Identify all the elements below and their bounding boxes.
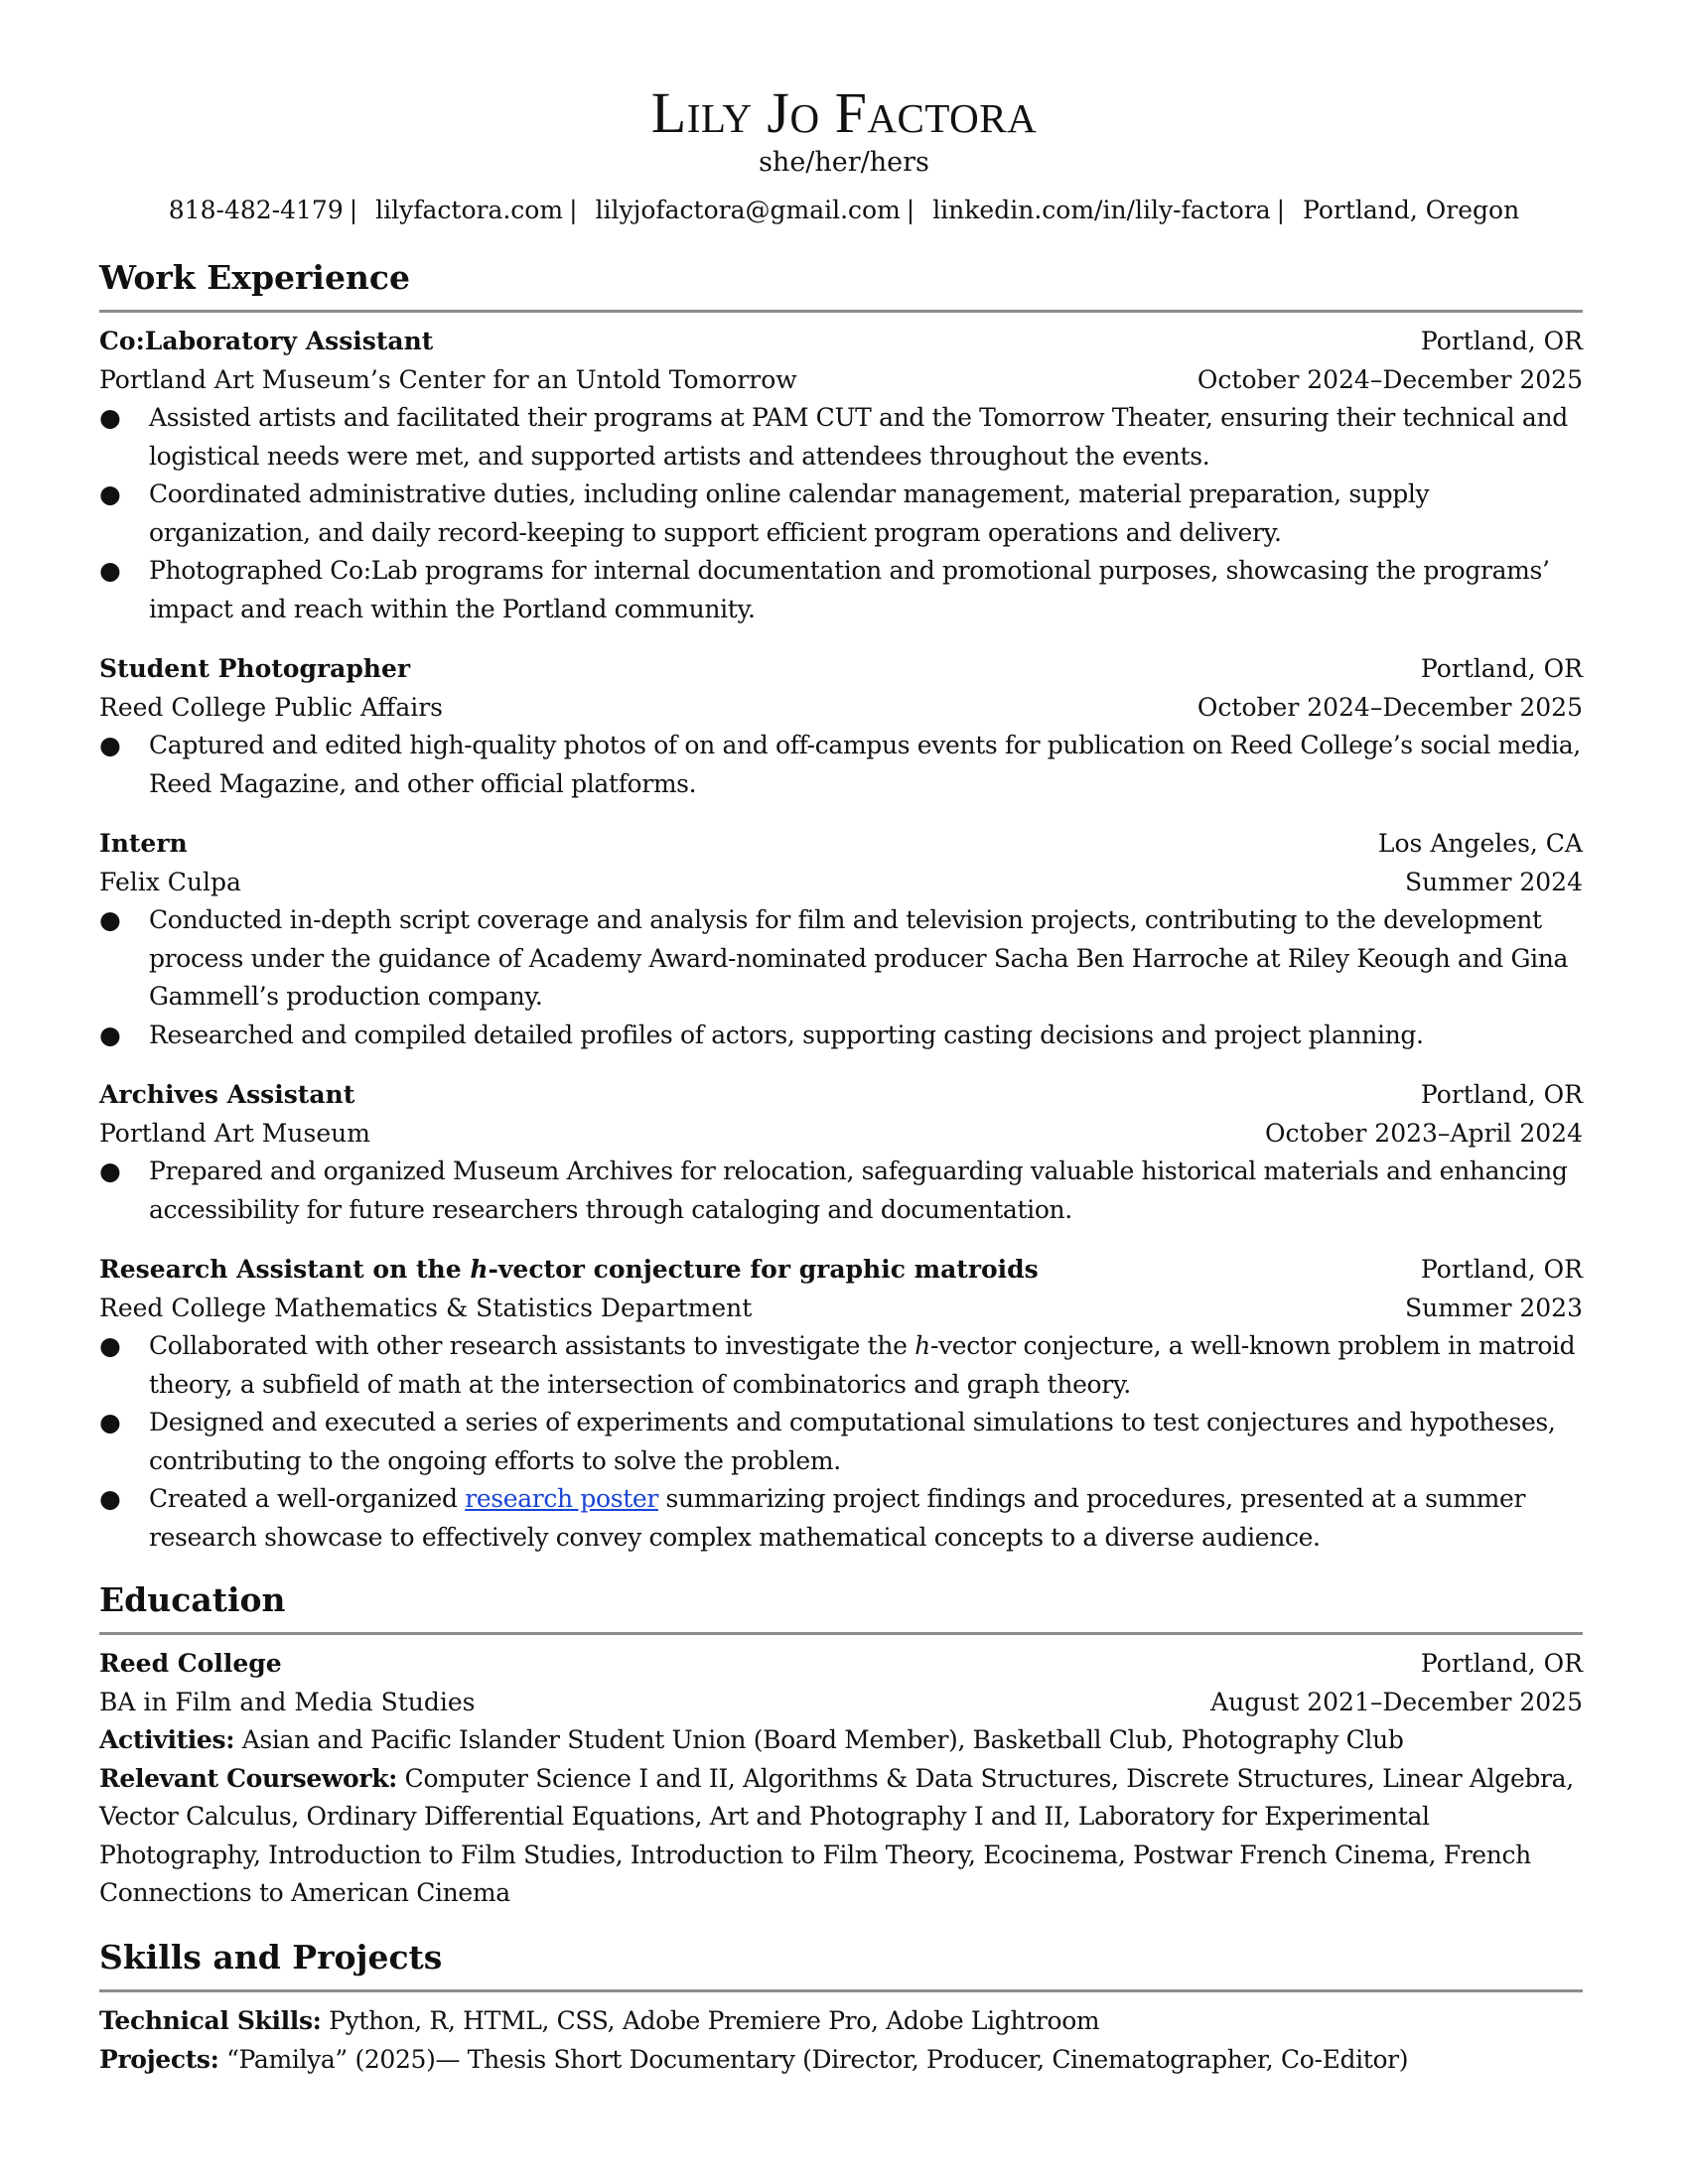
job-org: Portland Art Museum xyxy=(99,1118,370,1148)
coursework: Relevant Coursework: Computer Science I and II, Algorithms & Data Structures, Discrete Structures, Linear Algebra, Vector Calculus, Ordinary Differential Equations, Art and Photography I and II, Laboratory for Experimental Photography, Introduction to Film Studies, Introduction to Film Theory, Ecocinema, Postwar French Cinema, French Connections to American Cinema xyxy=(99,1763,1574,1907)
separator: | xyxy=(1276,196,1286,224)
phone: 818-482-4179 xyxy=(168,196,344,224)
job-entry xyxy=(99,825,1589,1054)
section-title: Skills and Projects xyxy=(99,1938,443,1977)
separator: | xyxy=(906,196,915,224)
school-location: Portland, OR xyxy=(1420,1649,1583,1678)
email[interactable]: lilyjofactora@gmail.com xyxy=(595,196,901,224)
job-entry xyxy=(99,323,1589,628)
work-experience-section xyxy=(99,256,1589,1557)
school-name: Reed College xyxy=(99,1649,282,1678)
job-entry xyxy=(99,650,1589,803)
section-divider xyxy=(99,1989,1583,1992)
education-section xyxy=(99,1578,1589,1913)
separator: | xyxy=(349,196,358,224)
website[interactable]: lilyfactora.com xyxy=(375,196,564,224)
section-divider xyxy=(99,310,1583,313)
bullet-item: ● Photographed Co:Lab programs for internal documentation and promotional purposes, showcasing the programs’ impact and reach within the Portland community. xyxy=(99,556,1550,623)
job-location: Portland, OR xyxy=(1420,1255,1583,1284)
separator: | xyxy=(569,196,578,224)
job-entry xyxy=(99,1076,1589,1229)
job-org: Portland Art Museum’s Center for an Untold Tomorrow xyxy=(99,364,797,394)
job-title: Student Photographer xyxy=(99,654,411,683)
skills-section xyxy=(99,1936,1589,2079)
job-dates: Summer 2024 xyxy=(1405,867,1583,896)
job-location: Portland, OR xyxy=(1420,327,1583,355)
activities: Activities: Asian and Pacific Islander Student Union (Board Member), Basketball Club, Photography Club xyxy=(99,1725,1404,1754)
education-dates: August 2021–December 2025 xyxy=(1210,1687,1583,1716)
section-title: Education xyxy=(99,1580,286,1619)
job-dates: October 2024–December 2025 xyxy=(1196,364,1583,394)
linkedin[interactable]: linkedin.com/in/lily-factora xyxy=(932,196,1271,224)
degree: BA in Film and Media Studies xyxy=(99,1687,476,1716)
bullet-item: ● Coordinated administrative duties, including online calendar management, material preparation, supply organization, and daily record-keeping to support efficient program operations and delivery. xyxy=(99,479,1430,547)
contact-line xyxy=(0,193,1688,228)
job-org: Reed College Public Affairs xyxy=(99,692,443,722)
resume-name: Lily Jo Factora xyxy=(650,80,1038,145)
research-poster-link[interactable]: research poster xyxy=(465,1484,658,1513)
home-location: Portland, Oregon xyxy=(1303,196,1520,224)
bullet-item: ● Prepared and organized Museum Archives for relocation, safeguarding valuable historical materials and enhancing accessibility for future researchers through cataloging and documentation. xyxy=(99,1157,1568,1224)
job-entry xyxy=(99,1251,1589,1557)
job-dates: Summer 2023 xyxy=(1405,1293,1583,1322)
projects: Projects: “Pamilya” (2025)— Thesis Short Documentary (Director, Producer, Cinematographer, Co-Editor) xyxy=(99,2044,1409,2074)
job-dates: October 2023–April 2024 xyxy=(1265,1118,1583,1148)
job-location: Portland, OR xyxy=(1420,1080,1583,1109)
job-title: Research Assistant on the h-vector conjecture for graphic matroids xyxy=(99,1255,1039,1284)
bullet-item: ● Researched and compiled detailed profiles of actors, supporting casting decisions and project planning. xyxy=(99,1020,1424,1049)
job-location: Portland, OR xyxy=(1420,654,1583,683)
bullet-item: ● Conducted in-depth script coverage and analysis for film and television projects, contributing to the development process under the guidance of Academy Award-nominated producer Sacha Ben Harroche at Riley Keough and Gina Gammell’s production company. xyxy=(99,905,1569,1011)
job-dates: October 2024–December 2025 xyxy=(1196,692,1583,722)
bullet-item: ● Captured and edited high-quality photos of on and off-campus events for publication on Reed College’s social media, Reed Magazine, and other official platforms. xyxy=(99,731,1581,798)
bullet-item: ● Created a well-organized research poster summarizing project findings and procedures, presented at a summer research showcase to effectively convey complex mathematical concepts to a diverse audience. xyxy=(99,1484,1526,1552)
job-org: Reed College Mathematics & Statistics Department xyxy=(99,1293,753,1322)
job-title: Co:Laboratory Assistant xyxy=(99,327,434,355)
section-divider xyxy=(99,1632,1583,1635)
bullet-item: ● Collaborated with other research assistants to investigate the h-vector conjecture, a well-known problem in matroid theory, a subfield of math at the intersection of combinatorics and graph theory. xyxy=(99,1331,1576,1399)
bullet-item: ● Designed and executed a series of experiments and computational simulations to test conjectures and hypotheses, contributing to the ongoing efforts to solve the problem. xyxy=(99,1408,1556,1475)
bullet-item: ● Assisted artists and facilitated their programs at PAM CUT and the Tomorrow Theater, ensuring their technical and logistical needs were met, and supported artists and attendees throughout the events. xyxy=(99,403,1568,471)
job-org: Felix Culpa xyxy=(99,867,241,896)
section-title: Work Experience xyxy=(99,258,411,297)
technical-skills: Technical Skills: Python, R, HTML, CSS, Adobe Premiere Pro, Adobe Lightroom xyxy=(99,2006,1100,2035)
pronouns: she/her/hers xyxy=(759,147,929,178)
job-title: Intern xyxy=(99,829,188,858)
job-location: Los Angeles, CA xyxy=(1377,829,1583,858)
job-title: Archives Assistant xyxy=(99,1080,355,1109)
